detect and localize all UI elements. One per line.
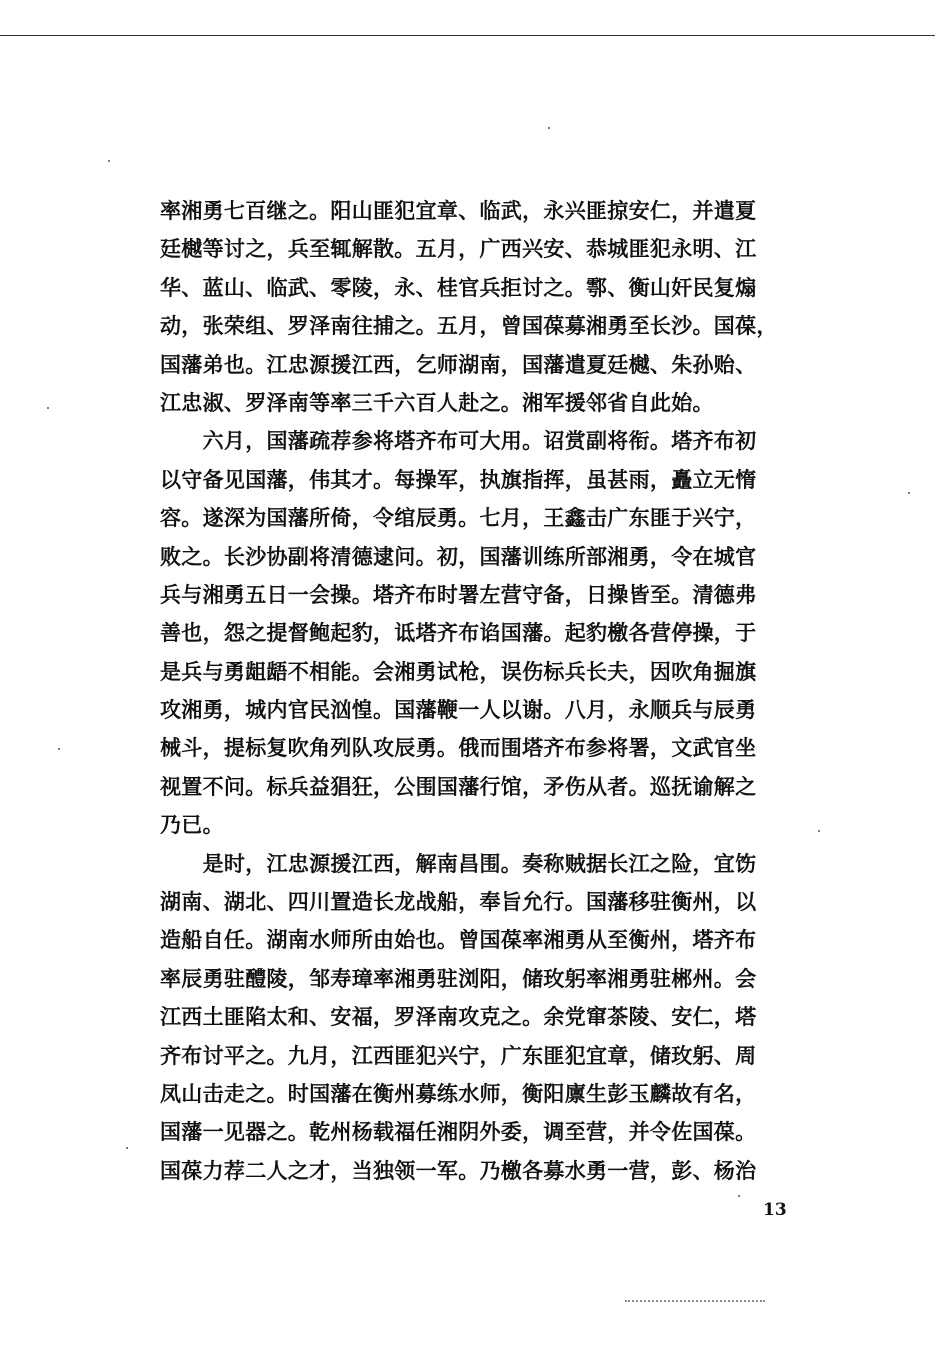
text-line: 兵与湘勇五日一会操。塔齐布时署左营守备，日操皆至。清德弗 (160, 581, 757, 607)
text-line: 容。遂深为国藩所倚，令绾辰勇。七月，王鑫击广东匪于兴宁， (160, 505, 757, 531)
text-line: 善也，怨之提督鲍起豹，诋塔齐布谄国藩。起豹檄各营停操，于 (160, 620, 757, 646)
page-number: 13 (763, 1200, 787, 1220)
text-line: 视置不问。标兵益猖狂，公围国藩行馆，矛伤从者。巡抚谕解之 (160, 773, 757, 799)
text-line: 江忠淑、罗泽南等率三千六百人赴之。湘军援邻省自此始。 (160, 389, 714, 415)
text-line: 攻湘勇，城内官民汹惶。国藩鞭一人以谢。八月，永顺兵与辰勇 (160, 697, 757, 723)
text-line: 齐布讨平之。九月，江西匪犯兴宁，广东匪犯宜章，储玫躬、周 (160, 1042, 757, 1068)
text-line: 乃已。 (160, 812, 224, 838)
text-line: 凤山击走之。时国藩在衡州募练水师，衡阳廪生彭玉麟故有名， (160, 1080, 757, 1106)
text-line: 械斗，提标复吹角列队攻辰勇。俄而围塔齐布参将署，文武官坐 (160, 735, 757, 761)
text-line: 率湘勇七百继之。阳山匪犯宜章、临武，永兴匪掠安仁，并遣夏 (160, 198, 757, 223)
scan-speck (47, 407, 49, 409)
text-line: 动，张荣组、罗泽南往捕之。五月，曾国葆募湘勇至长沙。国葆， (160, 313, 778, 339)
text-line: 国藩一见器之。乾州杨载福任湘阴外委，调至营，并令佐国葆。 (160, 1119, 757, 1145)
text-line: 是时，江忠源援江西，解南昌围。奏称贼据长江之险，宜饬 (160, 850, 757, 876)
scan-speck (126, 1147, 128, 1149)
text-line: 湖南、湖北、四川置造长龙战船，奉旨允行。国藩移驻衡州，以 (160, 889, 757, 915)
text-line: 率辰勇驻醴陵，邹寿璋率湘勇驻浏阳，储玫躬率湘勇驻郴州。会 (160, 965, 757, 991)
scan-speck (108, 160, 110, 162)
scan-speck (818, 830, 820, 832)
scan-artifact (625, 1300, 765, 1304)
text-line: 国藩弟也。江忠源援江西，乞师湖南，国藩遣夏廷樾、朱孙贻、 (160, 351, 757, 377)
top-border-line (0, 35, 935, 36)
scan-speck (908, 492, 910, 494)
text-line: 江西土匪陷太和、安福，罗泽南攻克之。余党窜茶陵、安仁，塔 (160, 1004, 757, 1030)
text-line: 造船自任。湖南水师所由始也。曾国葆率湘勇从至衡州，塔齐布 (160, 927, 757, 953)
text-line: 以守备见国藩，伟其才。每操军，执旗指挥，虽甚雨，矗立无惰 (160, 466, 757, 492)
scan-speck (58, 748, 60, 750)
text-line: 是兵与勇龃龉不相能。会湘勇试枪，误伤标兵长夫，因吹角掘旗 (160, 658, 757, 684)
scan-speck (738, 1195, 740, 1197)
text-line: 廷樾等讨之，兵至辄解散。五月，广西兴安、恭城匪犯永明、江 (160, 236, 757, 262)
text-line: 败之。长沙协副将清德逮问。初，国藩训练所部湘勇，令在城官 (160, 543, 757, 569)
body-text (160, 192, 850, 1190)
text-line: 六月，国藩疏荐参将塔齐布可大用。诏赏副将衔。塔齐布初 (160, 428, 757, 454)
scan-speck (548, 127, 550, 129)
text-line: 华、蓝山、临武、零陵，永、桂官兵拒讨之。鄠、衡山奸民复煽 (160, 274, 757, 300)
text-line: 国葆力荐二人之才，当独领一军。乃檄各募水勇一营，彭、杨治 (160, 1157, 757, 1183)
